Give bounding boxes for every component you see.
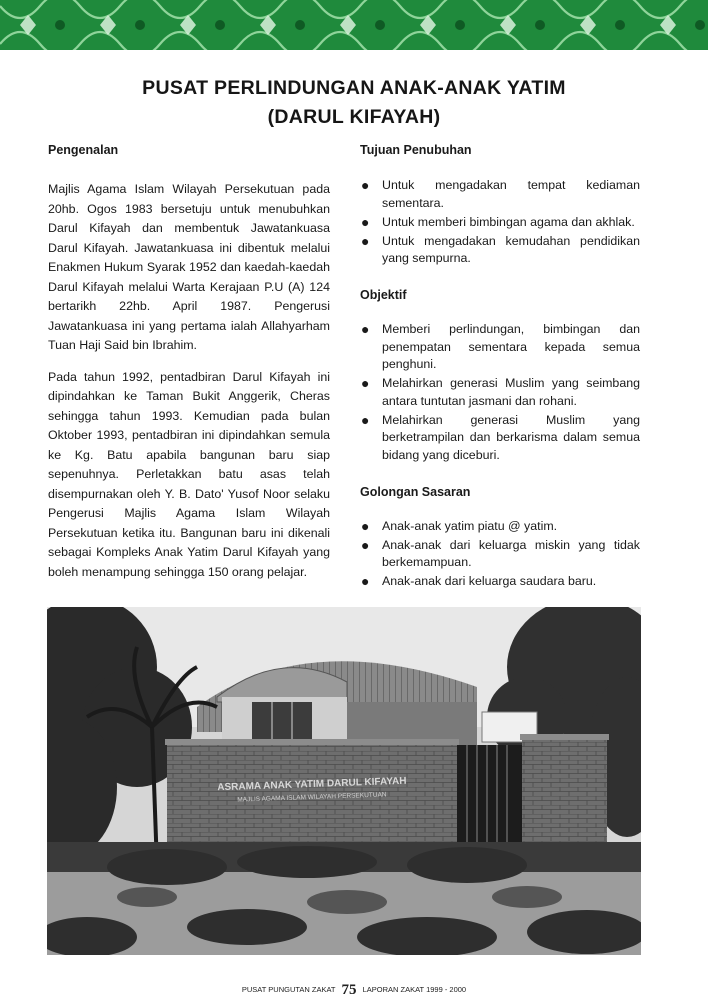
list-item-text: Untuk mengadakan kemudahan pendidikan yang sempurna. xyxy=(382,233,640,265)
wall-sign-line-2: MAJLIS AGAMA ISLAM WILAYAH PERSEKUTUAN xyxy=(237,791,387,804)
page-footer xyxy=(0,983,708,997)
wall-sign-line-1: ASRAMA ANAK YATIM DARUL KIFAYAH xyxy=(217,775,407,794)
footer-left-text: PUSAT PUNGUTAN ZAKAT xyxy=(241,985,336,994)
left-column xyxy=(48,142,330,582)
decorative-banner xyxy=(0,0,708,50)
list-item-text: Untuk memberi bimbingan agama dan akhlak. xyxy=(382,214,635,229)
bullet-icon: ● xyxy=(361,321,370,337)
bullet-list-objektif xyxy=(360,321,640,464)
list-item xyxy=(360,537,640,572)
bullet-list-tujuan xyxy=(360,177,640,268)
bullet-icon: ● xyxy=(361,517,370,534)
bullet-icon: ● xyxy=(361,411,370,428)
list-item-text: Memberi perlindungan, bimbingan dan penempatan sementara kepada semua penghuni. xyxy=(382,322,640,371)
bullet-icon: ● xyxy=(361,536,370,553)
list-item-text: Melahirkan generasi Muslim yang berketrampilan dan berkarisma dalam semua bidang yang diceburi. xyxy=(382,412,640,462)
list-item-text: Anak-anak yatim piatu @ yatim. xyxy=(382,518,558,533)
bullet-icon: ● xyxy=(361,375,370,391)
bullet-list-golongan xyxy=(360,518,640,591)
bullet-icon: ● xyxy=(361,232,370,249)
list-item-text: Anak-anak dari keluarga miskin yang tidak berkemampuan. xyxy=(382,537,640,569)
section-heading-pengenalan: Pengenalan xyxy=(48,143,119,157)
building-photo xyxy=(47,607,641,955)
banner-pattern xyxy=(0,0,708,50)
list-item xyxy=(360,233,640,268)
bullet-icon: ● xyxy=(361,213,370,230)
list-item xyxy=(360,321,640,374)
list-item xyxy=(360,177,640,212)
photo-illustration xyxy=(47,607,641,955)
right-column xyxy=(360,142,640,592)
list-item xyxy=(360,214,640,232)
section-heading-tujuan: Tujuan Penubuhan xyxy=(360,143,472,157)
list-item-text: Melahirkan generasi Muslim yang seimbang antara tuntutan jasmani dan rohani. xyxy=(382,376,640,408)
list-item xyxy=(360,518,640,536)
bullet-icon: ● xyxy=(361,573,370,589)
paragraph: Pada tahun 1992, pentadbiran Darul Kifayah ini dipindahkan ke Taman Bukit Anggerik, Cheras sehingga tahun 1993. Kemudian pada bulan Oktober 1993, pentadbiran ini dipindahkan semula ke Kg. Batu apabila bangunan baru siap sepenuhnya. Perletakkan batu asas telah disempurnakan oleh Y. B. Dato' Yusof Noor selaku Pengerusi Majlis Agama Islam Wilayah Persekutuan ketika itu. Bangunan baru ini dikenali sebagai Kompleks Anak Yatim Darul Kifayah yang boleh menampung sehingga 150 orang pelajar. xyxy=(48,369,330,579)
list-item xyxy=(360,573,640,591)
bullet-icon: ● xyxy=(361,177,370,193)
list-item-text: Untuk mengadakan tempat kediaman sementara. xyxy=(382,178,640,210)
page-title xyxy=(0,74,708,132)
title-line-1: PUSAT PERLINDUNGAN ANAK-ANAK YATIM xyxy=(142,77,566,99)
list-item xyxy=(360,375,640,410)
section-heading-objektif: Objektif xyxy=(360,288,407,302)
title-line-2: (DARUL KIFAYAH) xyxy=(267,106,441,128)
page-number: 75 xyxy=(341,982,357,998)
paragraph: Majlis Agama Islam Wilayah Persekutuan pada 20hb. Ogos 1983 bersetuju untuk menubuhkan Darul Kifayah dan membentuk Jawatankuasa Darul Kifayah. Jawatankuasa ini dibentuk melalui Enakmen Hukum Syarak 1952 dan kaedah-kaedah Darul Kifayah melalui Warta Kerajaan P.U (A) 124 bertarikh 22hb. April 1987. Pengerusi Jawatankuasa ini yang pertama ialah Allahyarham Tuan Haji Said bin Ibrahim. xyxy=(48,182,330,352)
section-heading-golongan: Golongan Sasaran xyxy=(360,484,471,499)
list-item xyxy=(360,412,640,465)
list-item-text: Anak-anak dari keluarga saudara baru. xyxy=(382,574,597,588)
footer-right-text: LAPORAN ZAKAT 1999 - 2000 xyxy=(362,985,467,994)
